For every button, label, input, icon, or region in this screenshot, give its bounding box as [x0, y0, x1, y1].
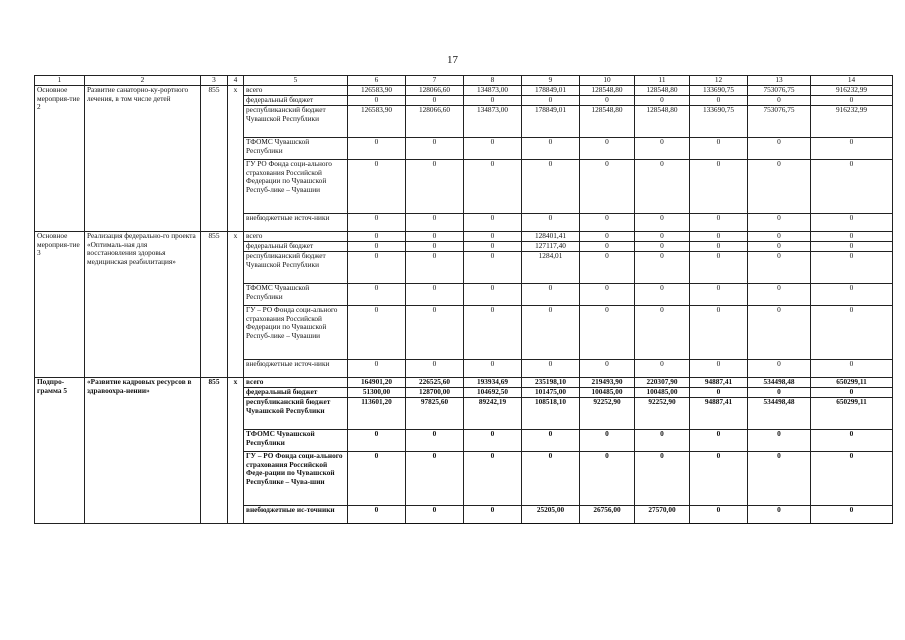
amount-cell: 0: [635, 252, 690, 284]
section-code: х: [228, 86, 244, 232]
amount-cell: 193934,69: [464, 378, 522, 388]
amount-cell: 0: [464, 160, 522, 214]
program-title: Развитие санаторно-ку-рортного лечения, в том числе детей: [85, 86, 201, 232]
section-code: х: [228, 232, 244, 378]
amount-cell: 0: [811, 160, 893, 214]
column-number-2: 2: [85, 76, 201, 86]
amount-cell: 0: [406, 430, 464, 452]
amount-cell: 0: [811, 242, 893, 252]
amount-cell: 0: [635, 306, 690, 360]
amount-cell: 104692,50: [464, 388, 522, 398]
amount-cell: 0: [406, 232, 464, 242]
column-number-4: 4: [228, 76, 244, 86]
amount-cell: 133690,75: [690, 106, 748, 138]
amount-cell: 0: [580, 160, 635, 214]
amount-cell: 0: [580, 214, 635, 232]
amount-cell: 0: [690, 138, 748, 160]
funding-source: республиканский бюджет Чувашской Республики: [244, 106, 348, 138]
program-title: «Развитие кадровых ресурсов в здравоохра-нении»: [85, 378, 201, 524]
amount-cell: 0: [464, 360, 522, 378]
amount-cell: 0: [748, 138, 811, 160]
amount-cell: 0: [635, 160, 690, 214]
amount-cell: 0: [348, 284, 406, 306]
amount-cell: 0: [406, 506, 464, 524]
amount-cell: 51300,00: [348, 388, 406, 398]
amount-cell: 226525,60: [406, 378, 464, 388]
amount-cell: 128548,80: [580, 86, 635, 96]
funding-source: внебюджетные источ-ники: [244, 360, 348, 378]
amount-cell: 916232,99: [811, 86, 893, 96]
amount-cell: 97825,60: [406, 398, 464, 430]
column-number-14: 14: [811, 76, 893, 86]
amount-cell: 100485,00: [580, 388, 635, 398]
amount-cell: 0: [811, 360, 893, 378]
amount-cell: 26756,00: [580, 506, 635, 524]
amount-cell: 0: [464, 284, 522, 306]
amount-cell: 0: [690, 160, 748, 214]
page-number: 17: [447, 54, 458, 66]
amount-cell: 27570,00: [635, 506, 690, 524]
amount-cell: 0: [690, 360, 748, 378]
amount-cell: 92252,90: [580, 398, 635, 430]
funding-source: республиканский бюджет Чувашской Республики: [244, 252, 348, 284]
amount-cell: 0: [690, 388, 748, 398]
amount-cell: 0: [635, 242, 690, 252]
amount-cell: 0: [635, 360, 690, 378]
program-title: Реализация федерально-го проекта «Оптималь-ная для восстановления здоровья медицинская реабилитация»: [85, 232, 201, 378]
amount-cell: 25205,00: [522, 506, 580, 524]
amount-cell: 128401,41: [522, 232, 580, 242]
amount-cell: 0: [348, 242, 406, 252]
amount-cell: 534498,48: [748, 398, 811, 430]
amount-cell: 0: [348, 430, 406, 452]
table-row: [35, 232, 893, 242]
amount-cell: 0: [690, 232, 748, 242]
column-number-6: 6: [348, 76, 406, 86]
amount-cell: 753076,75: [748, 86, 811, 96]
amount-cell: 0: [464, 452, 522, 506]
amount-cell: 0: [580, 232, 635, 242]
program-code: Основное мероприя-тие 3: [35, 232, 85, 378]
amount-cell: 0: [522, 430, 580, 452]
table-row: [35, 86, 893, 96]
amount-cell: 0: [635, 452, 690, 506]
amount-cell: 0: [348, 232, 406, 242]
amount-cell: 0: [522, 160, 580, 214]
amount-cell: 94887,41: [690, 378, 748, 388]
funding-source: ГУ – РО Фонда соци-ального страхования Российской Феде-рации по Чувашской Республике – Чува-шии: [244, 452, 348, 506]
grbs-code: 855: [201, 232, 228, 378]
amount-cell: 101475,00: [522, 388, 580, 398]
amount-cell: 0: [348, 360, 406, 378]
amount-cell: 0: [811, 138, 893, 160]
amount-cell: 0: [811, 306, 893, 360]
funding-source: всего: [244, 378, 348, 388]
amount-cell: 128700,00: [406, 388, 464, 398]
amount-cell: 0: [464, 138, 522, 160]
amount-cell: 0: [580, 138, 635, 160]
amount-cell: 0: [348, 214, 406, 232]
amount-cell: 0: [748, 284, 811, 306]
amount-cell: 0: [464, 252, 522, 284]
amount-cell: 128066,60: [406, 86, 464, 96]
amount-cell: 534498,48: [748, 378, 811, 388]
amount-cell: 0: [348, 452, 406, 506]
amount-cell: 0: [580, 430, 635, 452]
funding-source: внебюджетные источ-ники: [244, 214, 348, 232]
amount-cell: 113601,20: [348, 398, 406, 430]
amount-cell: 0: [811, 214, 893, 232]
amount-cell: 0: [635, 214, 690, 232]
amount-cell: 0: [748, 160, 811, 214]
column-number-8: 8: [464, 76, 522, 86]
amount-cell: 0: [690, 506, 748, 524]
column-number-13: 13: [748, 76, 811, 86]
amount-cell: 0: [348, 506, 406, 524]
amount-cell: 178849,01: [522, 106, 580, 138]
amount-cell: 128066,60: [406, 106, 464, 138]
amount-cell: 0: [348, 252, 406, 284]
amount-cell: 0: [811, 252, 893, 284]
amount-cell: 0: [811, 284, 893, 306]
amount-cell: 0: [690, 284, 748, 306]
amount-cell: 0: [522, 360, 580, 378]
amount-cell: 0: [406, 284, 464, 306]
amount-cell: 0: [348, 96, 406, 106]
amount-cell: 127117,40: [522, 242, 580, 252]
amount-cell: 128548,80: [635, 106, 690, 138]
amount-cell: 126583,90: [348, 86, 406, 96]
grbs-code: 855: [201, 378, 228, 524]
amount-cell: 0: [406, 360, 464, 378]
column-number-7: 7: [406, 76, 464, 86]
amount-cell: 0: [811, 96, 893, 106]
amount-cell: 0: [748, 388, 811, 398]
amount-cell: 178849,01: [522, 86, 580, 96]
amount-cell: 0: [690, 430, 748, 452]
amount-cell: 0: [748, 306, 811, 360]
amount-cell: 133690,75: [690, 86, 748, 96]
amount-cell: 0: [406, 242, 464, 252]
amount-cell: 0: [406, 96, 464, 106]
amount-cell: 0: [522, 306, 580, 360]
funding-source: ТФОМС Чувашской Республики: [244, 284, 348, 306]
amount-cell: 126583,90: [348, 106, 406, 138]
amount-cell: 0: [406, 138, 464, 160]
amount-cell: 0: [811, 232, 893, 242]
table-row: [35, 378, 893, 388]
amount-cell: 0: [690, 96, 748, 106]
amount-cell: 0: [522, 452, 580, 506]
amount-cell: 0: [522, 284, 580, 306]
funding-source: федеральный бюджет: [244, 96, 348, 106]
amount-cell: 0: [748, 452, 811, 506]
program-code: Подпро-грамма 5: [35, 378, 85, 524]
amount-cell: 0: [580, 252, 635, 284]
program-code: Основное мероприя-тие 2: [35, 86, 85, 232]
amount-cell: 0: [348, 160, 406, 214]
column-number-9: 9: [522, 76, 580, 86]
amount-cell: 0: [635, 232, 690, 242]
amount-cell: 0: [406, 160, 464, 214]
amount-cell: 134873,00: [464, 86, 522, 96]
amount-cell: 0: [635, 138, 690, 160]
amount-cell: 0: [811, 452, 893, 506]
amount-cell: 0: [406, 452, 464, 506]
amount-cell: 0: [522, 138, 580, 160]
amount-cell: 0: [464, 96, 522, 106]
section-code: х: [228, 378, 244, 524]
amount-cell: 0: [811, 430, 893, 452]
amount-cell: 0: [748, 214, 811, 232]
amount-cell: 0: [464, 242, 522, 252]
amount-cell: 0: [406, 214, 464, 232]
funding-source: ГУ РО Фонда соци-ального страхования Российской Федерации по Чувашской Респуб-лике – Чувашии: [244, 160, 348, 214]
amount-cell: 0: [406, 252, 464, 284]
amount-cell: 92252,90: [635, 398, 690, 430]
amount-cell: 128548,80: [580, 106, 635, 138]
amount-cell: 0: [811, 388, 893, 398]
amount-cell: 0: [348, 138, 406, 160]
amount-cell: 235198,10: [522, 378, 580, 388]
amount-cell: 0: [748, 506, 811, 524]
amount-cell: 0: [635, 96, 690, 106]
funding-source: ТФОМС Чувашской Республики: [244, 138, 348, 160]
amount-cell: 0: [748, 242, 811, 252]
funding-source: республиканский бюджет Чувашской Республики: [244, 398, 348, 430]
amount-cell: 219493,90: [580, 378, 635, 388]
grbs-code: 855: [201, 86, 228, 232]
column-number-11: 11: [635, 76, 690, 86]
amount-cell: 0: [690, 242, 748, 252]
amount-cell: 0: [748, 252, 811, 284]
amount-cell: 0: [522, 96, 580, 106]
amount-cell: 0: [690, 214, 748, 232]
funding-source: внебюджетные ис-точники: [244, 506, 348, 524]
amount-cell: 0: [635, 430, 690, 452]
amount-cell: 134873,00: [464, 106, 522, 138]
amount-cell: 0: [690, 306, 748, 360]
amount-cell: 0: [748, 232, 811, 242]
amount-cell: 0: [464, 506, 522, 524]
funding-source: ТФОМС Чувашской Республики: [244, 430, 348, 452]
amount-cell: 100485,00: [635, 388, 690, 398]
amount-cell: 650299,11: [811, 378, 893, 388]
amount-cell: 753076,75: [748, 106, 811, 138]
amount-cell: 89242,19: [464, 398, 522, 430]
amount-cell: 94887,41: [690, 398, 748, 430]
amount-cell: 0: [464, 214, 522, 232]
amount-cell: 0: [580, 306, 635, 360]
amount-cell: 0: [748, 430, 811, 452]
amount-cell: 916232,99: [811, 106, 893, 138]
column-number-10: 10: [580, 76, 635, 86]
funding-source: федеральный бюджет: [244, 242, 348, 252]
funding-source: федеральный бюджет: [244, 388, 348, 398]
funding-source: ГУ – РО Фонда соци-ального страхования Российской Федерации по Чувашской Респуб-лике – Чувашии: [244, 306, 348, 360]
amount-cell: 0: [748, 360, 811, 378]
amount-cell: 1284,01: [522, 252, 580, 284]
amount-cell: 0: [580, 96, 635, 106]
amount-cell: 0: [635, 284, 690, 306]
amount-cell: 0: [690, 252, 748, 284]
budget-table: [34, 75, 893, 524]
amount-cell: 0: [464, 232, 522, 242]
amount-cell: 0: [580, 242, 635, 252]
amount-cell: 0: [522, 214, 580, 232]
amount-cell: 0: [406, 306, 464, 360]
column-number-1: 1: [35, 76, 85, 86]
amount-cell: 0: [580, 452, 635, 506]
amount-cell: 0: [580, 284, 635, 306]
amount-cell: 650299,11: [811, 398, 893, 430]
amount-cell: 0: [580, 360, 635, 378]
amount-cell: 0: [690, 452, 748, 506]
column-number-row: [35, 76, 893, 86]
funding-source: всего: [244, 232, 348, 242]
column-number-3: 3: [201, 76, 228, 86]
amount-cell: 0: [748, 96, 811, 106]
amount-cell: 0: [811, 506, 893, 524]
amount-cell: 108518,10: [522, 398, 580, 430]
amount-cell: 0: [464, 430, 522, 452]
amount-cell: 164901,20: [348, 378, 406, 388]
amount-cell: 128548,80: [635, 86, 690, 96]
column-number-12: 12: [690, 76, 748, 86]
amount-cell: 220307,90: [635, 378, 690, 388]
column-number-5: 5: [244, 76, 348, 86]
amount-cell: 0: [348, 306, 406, 360]
amount-cell: 0: [464, 306, 522, 360]
funding-source: всего: [244, 86, 348, 96]
